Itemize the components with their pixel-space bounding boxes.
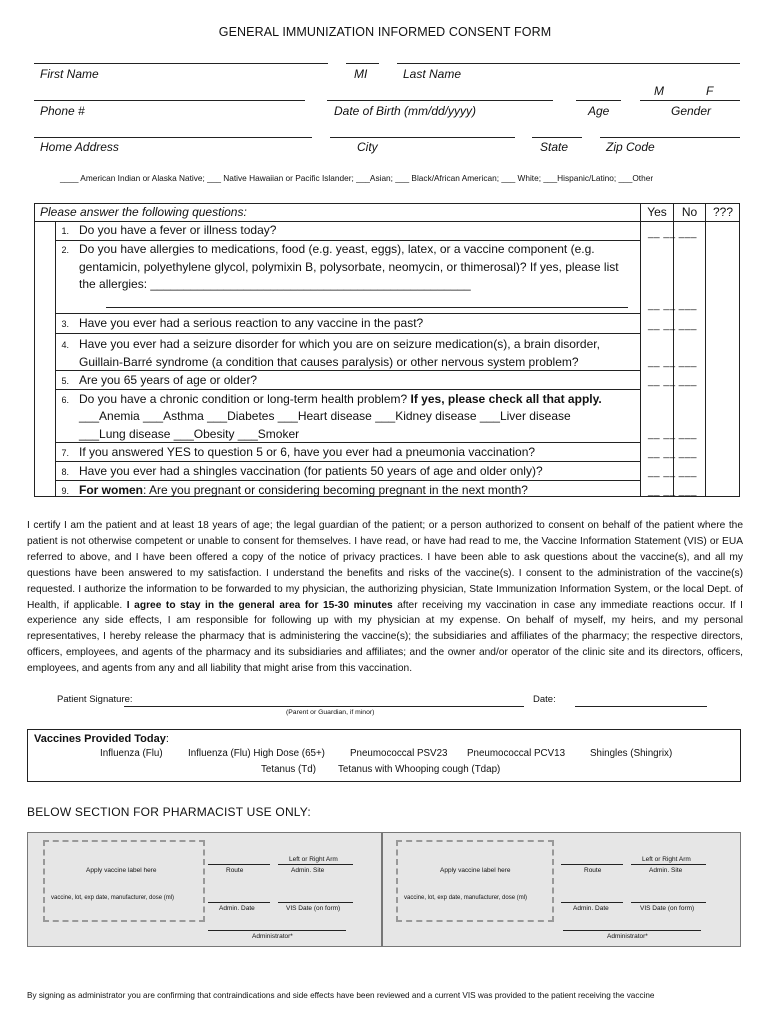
question-6-instruction: If yes, please check all that apply. xyxy=(407,392,602,406)
allergies-input[interactable] xyxy=(106,307,628,308)
vis-date-label: VIS Date (on form) xyxy=(640,905,695,912)
gender-f-option[interactable]: F xyxy=(706,84,714,98)
phone-input[interactable] xyxy=(34,100,305,101)
answer-blanks[interactable]: __ __ ___ xyxy=(648,357,697,368)
question-number: 8. xyxy=(61,467,69,477)
answer-blanks[interactable]: __ __ ___ xyxy=(648,467,697,478)
question-number: 3. xyxy=(61,319,69,329)
admin-date-label: Admin. Date xyxy=(573,905,609,912)
answer-blanks[interactable]: __ __ ___ xyxy=(648,320,697,331)
certification-emphasis: I agree to stay in the general area for 15-30 minutes xyxy=(126,599,393,611)
answer-blanks[interactable]: __ __ ___ xyxy=(648,300,697,311)
signature-date-input[interactable] xyxy=(575,706,707,707)
admin-site-label: Admin. Site xyxy=(649,867,683,874)
vaccine-info-text: vaccine, lot, exp date, manufacturer, dose (ml) xyxy=(404,895,528,901)
mi-label: MI xyxy=(354,67,368,81)
administrator-input[interactable] xyxy=(563,930,701,931)
admin-site-label: Admin. Site xyxy=(291,867,325,874)
answer-blanks[interactable]: __ __ ___ xyxy=(648,429,697,440)
admin-date-input[interactable] xyxy=(561,902,623,903)
vaccine-label-area[interactable] xyxy=(43,840,205,922)
vaccine-label-area[interactable] xyxy=(396,840,554,922)
apply-label-text: Apply vaccine label here xyxy=(440,867,511,874)
answer-blanks[interactable]: __ __ ___ xyxy=(648,448,697,459)
vaccines-title-text: Vaccines Provided Today xyxy=(34,733,166,745)
question-number: 2. xyxy=(61,245,69,255)
question-6-text: Do you have a chronic condition or long-term health problem? xyxy=(79,392,408,406)
question-3: Have you ever had a serious reaction to any vaccine in the past? xyxy=(79,316,424,330)
question-number: 4. xyxy=(61,340,69,350)
questions-header: Please answer the following questions: xyxy=(40,205,247,219)
question-9 xyxy=(79,482,639,500)
patient-signature-label: Patient Signature: xyxy=(57,694,133,705)
vaccine-option[interactable]: Pneumococcal PCV13 xyxy=(467,748,566,759)
apply-label-text: Apply vaccine label here xyxy=(86,867,157,874)
col-no: No xyxy=(681,205,698,219)
admin-date-input[interactable] xyxy=(208,902,270,903)
zip-input[interactable] xyxy=(600,137,740,138)
admin-date-label: Admin. Date xyxy=(219,905,255,912)
first-name-input[interactable] xyxy=(34,63,328,64)
route-input[interactable] xyxy=(561,864,623,865)
question-number: 1. xyxy=(61,226,69,236)
question-4: Have you ever had a seizure disorder for which you are on seizure medication(s), a brain disorder, Guillain-Barré syndrome (a condition that causes paralysis) or other nervous system problem? xyxy=(79,337,600,369)
route-label: Route xyxy=(584,867,602,874)
admin-site-input[interactable] xyxy=(278,864,353,865)
first-name-label: First Name xyxy=(40,67,99,81)
vaccines-title-colon: : xyxy=(165,733,169,745)
date-label: Date: xyxy=(533,694,556,705)
route-label: Route xyxy=(226,867,244,874)
phone-label: Phone # xyxy=(40,104,85,118)
answer-blanks[interactable]: __ __ ___ xyxy=(648,376,697,387)
gender-input[interactable] xyxy=(640,100,740,101)
conditions-row-2[interactable]: ___Lung disease ___Obesity ___Smoker xyxy=(79,427,300,441)
vaccine-option[interactable]: Influenza (Flu) xyxy=(100,748,163,759)
vaccine-option[interactable]: Tetanus with Whooping cough (Tdap) xyxy=(338,764,501,775)
gender-label: Gender xyxy=(671,104,712,118)
age-input[interactable] xyxy=(576,100,621,101)
answer-blanks[interactable]: __ __ ___ xyxy=(648,228,697,239)
last-name-input[interactable] xyxy=(397,63,740,64)
home-address-input[interactable] xyxy=(34,137,312,138)
last-name-label: Last Name xyxy=(403,67,462,81)
vis-date-input[interactable] xyxy=(278,902,353,903)
administrator-input[interactable] xyxy=(208,930,346,931)
table-divider xyxy=(640,203,641,497)
vaccine-option[interactable]: Pneumococcal PSV23 xyxy=(350,748,448,759)
form-title: GENERAL IMMUNIZATION INFORMED CONSENT FORM xyxy=(218,25,552,39)
city-label: City xyxy=(357,140,378,154)
city-input[interactable] xyxy=(330,137,515,138)
col-yes: Yes xyxy=(647,205,667,219)
zip-label: Zip Code xyxy=(606,140,655,154)
question-5: Are you 65 years of age or older? xyxy=(79,373,258,387)
table-divider xyxy=(705,203,706,497)
pharmacist-section-title: BELOW SECTION FOR PHARMACIST USE ONLY: xyxy=(27,805,311,819)
certification-part-2: after receiving my vaccination in case any immediate reactions occur. If I experience any side effects, I am responsible for following up with my physician at my expense. On behalf of myself, my heirs, and my personal representatives, I hereby release the pharmacy that is administering the vaccine(s); the subsidiaries and affiliates of the pharmacy; the respective directors, officers, employees, and agents of the pharmacy and its subsidiaries and affiliates; and the owner and/or operator of the clinic site and its directors, officers, employees, and agents from any and all liability that might arise from this vaccination. xyxy=(27,599,744,675)
state-label: State xyxy=(540,140,569,154)
vaccine-info-text: vaccine, lot, exp date, manufacturer, dose (ml) xyxy=(51,895,175,901)
vaccine-option[interactable]: Tetanus (Td) xyxy=(261,764,316,775)
question-6 xyxy=(79,391,639,409)
conditions-row-1[interactable]: ___Anemia ___Asthma ___Diabetes ___Heart disease ___Kidney disease ___Liver disease xyxy=(79,409,571,423)
state-input[interactable] xyxy=(532,137,582,138)
guardian-note: (Parent or Guardian, if minor) xyxy=(286,709,375,716)
route-input[interactable] xyxy=(208,864,270,865)
footer-note: By signing as administrator you are confirming that contraindications and side effects have been reviewed and a current VIS was provided to the patient receiving the vaccine xyxy=(27,991,655,1000)
vaccines-title xyxy=(34,733,169,745)
answer-blanks[interactable]: __ __ ___ xyxy=(648,486,697,497)
col-unsure: ??? xyxy=(712,205,734,219)
age-label: Age xyxy=(588,104,610,118)
arm-label: Left or Right Arm xyxy=(289,856,338,863)
administrator-label: Administrator* xyxy=(607,933,648,940)
arm-label: Left or Right Arm xyxy=(642,856,691,863)
dob-label: Date of Birth (mm/dd/yyyy) xyxy=(334,104,477,118)
question-8: Have you ever had a shingles vaccination (for patients 50 years of age and older only)? xyxy=(79,464,543,478)
administrator-label: Administrator* xyxy=(252,933,293,940)
vaccine-option[interactable]: Shingles (Shingrix) xyxy=(590,748,673,759)
question-7: If you answered YES to question 5 or 6, have you ever had a pneumonia vaccination? xyxy=(79,445,536,459)
question-number: 6. xyxy=(61,395,69,405)
patient-signature-input[interactable] xyxy=(124,706,524,707)
question-1: Do you have a fever or illness today? xyxy=(79,223,277,237)
vis-date-input[interactable] xyxy=(631,902,706,903)
certification-part-1: I certify I am the patient and at least 18 years of age; the legal guardian of the patient; or a person authorized to consent on behalf of the patient where the patient is not otherwise competent or unable to consent for themselves. I have read, or have had read to me, the Vaccine Information Statement (VIS) or EUA referred to above, and I have been offered a copy of the notice of privacy practices. I have been able to ask questions about the vaccine(s), and all my questions have been answered to my satisfaction. I understand the benefits and risks of the vaccine(s). I consent to the administration of the vaccine(s) requested. I authorize the information to be forwarded to my physician, the authorizing physician, State Immunization Information System, or the local Dept. of Health, if applicable. xyxy=(27,520,743,611)
certification-text xyxy=(27,518,743,677)
gender-m-option[interactable]: M xyxy=(654,84,664,98)
question-number: 5. xyxy=(61,376,69,386)
question-9-emphasis: For women xyxy=(79,483,144,497)
ethnicity-options[interactable]: ____ American Indian or Alaska Native; ___ Native Hawaiian or Pacific Islander; ___Asian; ___ Black/African American; ___ White; ___Hispanic/Latino; ___Other xyxy=(60,173,654,183)
question-number: 7. xyxy=(61,448,69,458)
mi-input[interactable] xyxy=(346,63,379,64)
question-number: 9. xyxy=(61,486,69,496)
vaccine-option[interactable]: Influenza (Flu) High Dose (65+) xyxy=(188,748,325,759)
admin-site-input[interactable] xyxy=(631,864,706,865)
question-9-text: : Are you pregnant or considering becoming pregnant in the next month? xyxy=(143,483,528,497)
home-address-label: Home Address xyxy=(40,140,119,154)
question-2: Do you have allergies to medications, food (e.g. yeast, eggs), latex, or a vaccine component (e.g. gentamicin, polyethylene glycol, polymixin B, polysorbate, neomycin, or thimerosal)? If yes, please list the allergies: ________________________________________________ xyxy=(79,242,619,291)
vis-date-label: VIS Date (on form) xyxy=(286,905,341,912)
dob-input[interactable] xyxy=(327,100,553,101)
